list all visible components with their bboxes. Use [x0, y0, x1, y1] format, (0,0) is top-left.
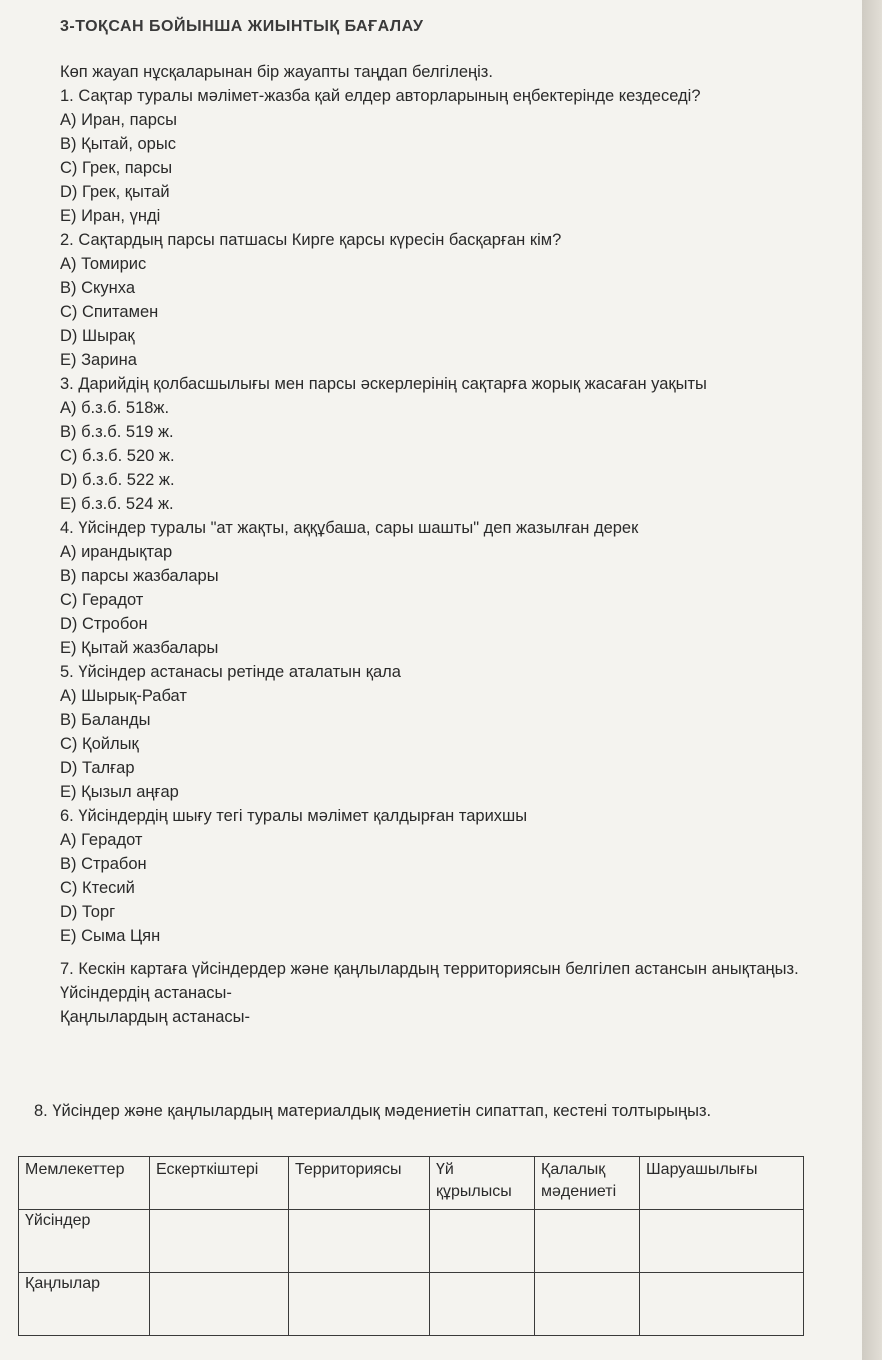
answer-option[interactable]: C) б.з.б. 520 ж.	[60, 447, 175, 465]
table-cell[interactable]	[430, 1210, 535, 1273]
question-text: 6. Үйсіндердің шығу тегі туралы мәлімет қалдырған тарихшы	[60, 807, 528, 825]
instruction: Көп жауап нұсқаларынан бір жауапты таңдап белгілеңіз.	[60, 63, 493, 81]
question-text: 1. Сақтар туралы мәлімет-жазба қай елдер авторларының еңбектерінде кездеседі?	[60, 87, 701, 105]
question-list	[60, 84, 840, 948]
answer-option[interactable]: B) Скунха	[60, 279, 136, 297]
paper-edge	[862, 0, 882, 1360]
question-text: 4. Үйсіндер туралы "ат жақты, аққұбаша, сары шашты" деп жазылған дерек	[60, 519, 639, 537]
answer-option[interactable]: C) Қойлық	[60, 735, 139, 753]
test-section	[60, 60, 840, 1029]
table-cell[interactable]	[289, 1273, 430, 1336]
table-cell[interactable]	[150, 1210, 289, 1273]
answer-option[interactable]: B) парсы жазбалары	[60, 567, 219, 585]
answer-option[interactable]: E) Иран, үнді	[60, 207, 161, 225]
question-text: 2. Сақтардың парсы патшасы Кирге қарсы күресін басқарған кім?	[60, 231, 562, 249]
answer-option[interactable]: B) Страбон	[60, 855, 147, 873]
table-header-cell: Ескерткіштері	[150, 1157, 289, 1210]
table-header-cell: Үй құрылысы	[430, 1157, 535, 1210]
table-header-cell: Қалалық мәдениеті	[535, 1157, 640, 1210]
answer-option[interactable]: A) Томирис	[60, 255, 147, 273]
table-row	[19, 1210, 804, 1273]
question-text: 5. Үйсіндер астанасы ретінде аталатын қала	[60, 663, 401, 681]
table-row-label: Үйсіндер	[19, 1210, 150, 1273]
answer-option[interactable]: B) Баланды	[60, 711, 151, 729]
table-cell[interactable]	[535, 1273, 640, 1336]
task-7-line-kangly-capital: Қаңлылардың астанасы-	[60, 1008, 251, 1026]
table-row-label: Қаңлылар	[19, 1273, 150, 1336]
table-header-cell: Мемлекеттер	[19, 1157, 150, 1210]
task-7-line-usun-capital: Үйсіндердің астанасы-	[60, 984, 232, 1002]
table-cell[interactable]	[535, 1210, 640, 1273]
table-cell[interactable]	[640, 1210, 804, 1273]
table-header-row	[19, 1157, 804, 1210]
answer-option[interactable]: C) Ктесий	[60, 879, 135, 897]
answer-option[interactable]: C) Герадот	[60, 591, 144, 609]
answer-option[interactable]: E) Қытай жазбалары	[60, 639, 219, 657]
answer-option[interactable]: D) б.з.б. 522 ж.	[60, 471, 175, 489]
page-title: 3-ТОҚСАН БОЙЫНША ЖИЫНТЫҚ БАҒАЛАУ	[60, 18, 424, 35]
answer-option[interactable]: E) Сыма Цян	[60, 927, 161, 945]
answer-option[interactable]: E) б.з.б. 524 ж.	[60, 495, 174, 513]
answer-option[interactable]: B) б.з.б. 519 ж.	[60, 423, 174, 441]
answer-option[interactable]: D) Грек, қытай	[60, 183, 170, 201]
answer-option[interactable]: B) Қытай, орыс	[60, 135, 176, 153]
table-row	[19, 1273, 804, 1336]
answer-option[interactable]: D) Стробон	[60, 615, 148, 633]
table-cell[interactable]	[289, 1210, 430, 1273]
task-8-text: 8. Үйсіндер және қаңлылардың материалдық мәдениетін сипаттап, кестені толтырыңыз.	[34, 1102, 712, 1120]
answer-option[interactable]: C) Спитамен	[60, 303, 159, 321]
answer-option[interactable]: C) Грек, парсы	[60, 159, 173, 177]
table-cell[interactable]	[640, 1273, 804, 1336]
answer-option[interactable]: D) Талғар	[60, 759, 135, 777]
answer-option[interactable]: A) ирандықтар	[60, 543, 173, 561]
task-7-text: 7. Кескін картаға үйсіндердер және қаңлылардың территориясын белгілеп астансын анықтаңыз.	[60, 960, 799, 978]
answer-option[interactable]: A) Иран, парсы	[60, 111, 177, 129]
answer-option[interactable]: D) Торг	[60, 903, 116, 921]
answer-option[interactable]: A) Шырық-Рабат	[60, 687, 187, 705]
answer-option[interactable]: A) б.з.б. 518ж.	[60, 399, 170, 417]
table-header-cell: Территориясы	[289, 1157, 430, 1210]
question-text: 3. Дарийдің қолбасшылығы мен парсы әскерлерінің сақтарға жорық жасаған уақыты	[60, 375, 707, 393]
answer-option[interactable]: E) Қызыл аңғар	[60, 783, 179, 801]
table-cell[interactable]	[430, 1273, 535, 1336]
culture-table	[18, 1156, 804, 1336]
answer-option[interactable]: D) Шырақ	[60, 327, 135, 345]
table-cell[interactable]	[150, 1273, 289, 1336]
answer-option[interactable]: E) Зарина	[60, 351, 137, 369]
table-header-cell: Шаруашылығы	[640, 1157, 804, 1210]
answer-option[interactable]: A) Герадот	[60, 831, 143, 849]
